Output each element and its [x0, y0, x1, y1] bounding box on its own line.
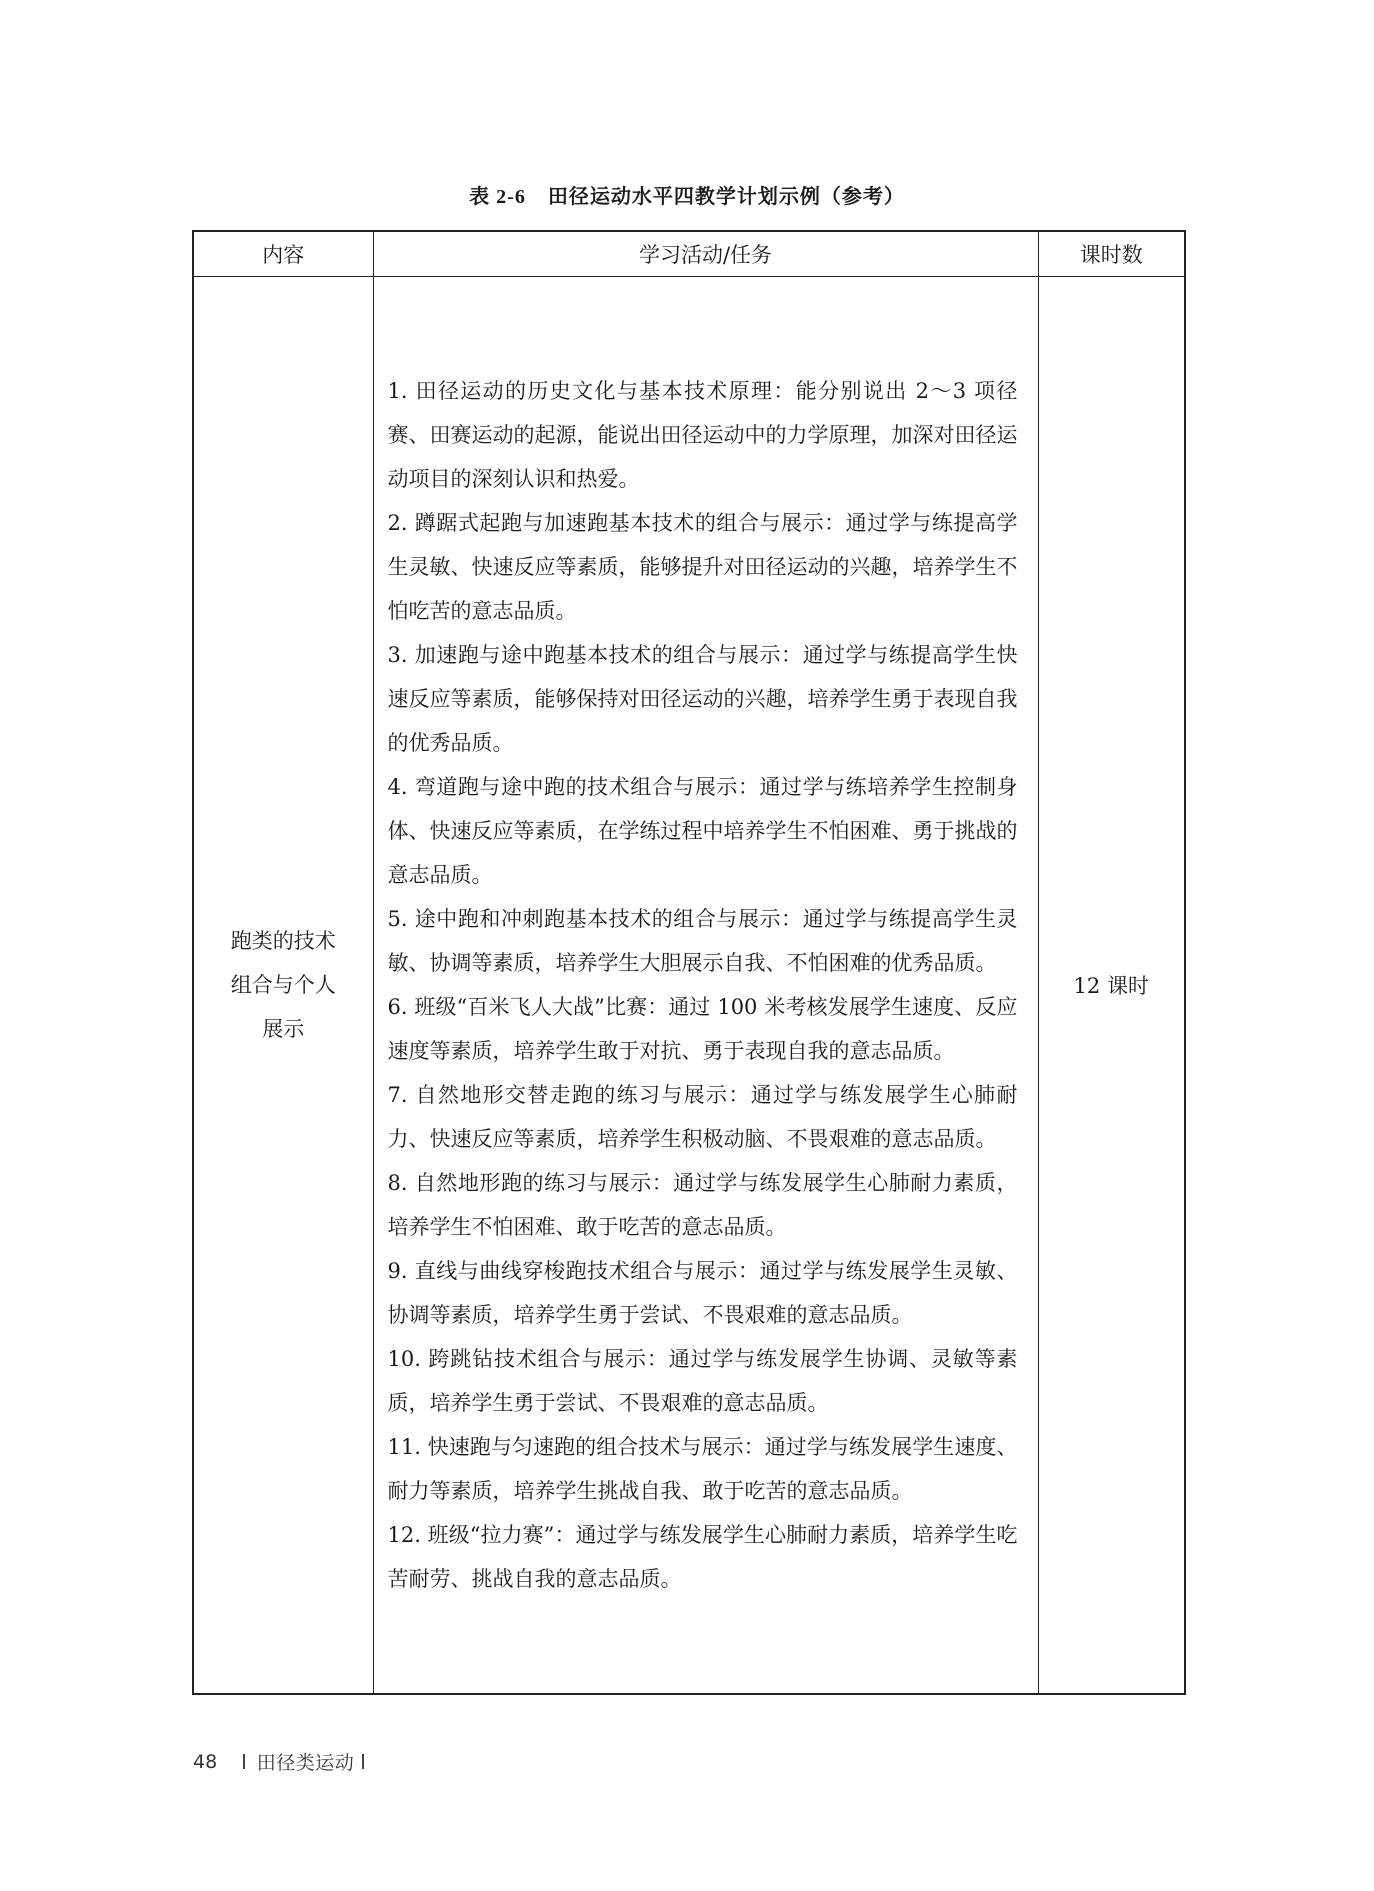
activity-item: 1. 田径运动的历史文化与基本技术原理：能分别说出 2～3 项径赛、田赛运动的起源，能说出田径运动中的力学原理，加深对田径运动项目的深刻认识和热爱。: [387, 379, 1018, 491]
chapter-title: 田径类运动: [256, 1752, 355, 1774]
header-hours: 课时数: [1038, 231, 1185, 277]
activity-item: 5. 途中跑和冲刺跑基本技术的组合与展示：通过学与练提高学生灵敏、协调等素质，培养学生大胆展示自我、不怕困难的优秀品质。: [387, 907, 1018, 975]
table-header-row: [193, 231, 1185, 277]
content-cell: [193, 277, 373, 1695]
table-number: 表 2-6: [469, 186, 526, 208]
activity-item: 4. 弯道跑与途中跑的技术组合与展示：通过学与练培养学生控制身体、快速反应等素质，在学练过程中培养学生不怕困难、勇于挑战的意志品质。: [387, 775, 1018, 887]
content-line: 展示: [262, 1017, 305, 1041]
activity-item: 9. 直线与曲线穿梭跑技术组合与展示：通过学与练发展学生灵敏、协调等素质，培养学生勇于尝试、不畏艰难的意志品质。: [387, 1259, 1018, 1327]
header-content: 内容: [193, 231, 373, 277]
activity-item: 8. 自然地形跑的练习与展示：通过学与练发展学生心肺耐力素质，培养学生不怕困难、敢于吃苦的意志品质。: [387, 1171, 1018, 1239]
table-row: [193, 277, 1185, 1695]
activity-item: 6. 班级“百米飞人大战”比赛：通过 100 米考核发展学生速度、反应速度等素质，培养学生敢于对抗、勇于表现自我的意志品质。: [387, 995, 1018, 1063]
footer-divider: [243, 1754, 245, 1769]
activity-item: 2. 蹲踞式起跑与加速跑基本技术的组合与展示：通过学与练提高学生灵敏、快速反应等素质，能够提升对田径运动的兴趣，培养学生不怕吃苦的意志品质。: [387, 511, 1018, 623]
page-footer: [193, 1748, 364, 1775]
table-caption: [0, 182, 1374, 211]
table-title: 田径运动水平四教学计划示例（参考）: [547, 184, 905, 208]
hours-cell: 12 课时: [1038, 277, 1185, 1695]
activities-cell: [373, 277, 1038, 1695]
content-line: 跑类的技术: [230, 929, 336, 953]
activity-item: 11. 快速跑与匀速跑的组合技术与展示：通过学与练发展学生速度、耐力等素质，培养学生挑战自我、敢于吃苦的意志品质。: [387, 1435, 1018, 1503]
teaching-plan-table: [192, 230, 1186, 1695]
footer-divider: [362, 1754, 364, 1769]
activity-item: 7. 自然地形交替走跑的练习与展示：通过学与练发展学生心肺耐力、快速反应等素质，培养学生积极动脑、不畏艰难的意志品质。: [387, 1083, 1018, 1151]
activity-item: 12. 班级“拉力赛”：通过学与练发展学生心肺耐力素质，培养学生吃苦耐劳、挑战自我的意志品质。: [387, 1523, 1018, 1591]
page-number: 48: [193, 1750, 218, 1773]
content-line: 组合与个人: [230, 973, 336, 997]
activity-item: 10. 跨跳钻技术组合与展示：通过学与练发展学生协调、灵敏等素质，培养学生勇于尝试、不畏艰难的意志品质。: [387, 1347, 1018, 1415]
activity-item: 3. 加速跑与途中跑基本技术的组合与展示：通过学与练提高学生快速反应等素质，能够保持对田径运动的兴趣，培养学生勇于表现自我的优秀品质。: [387, 643, 1018, 755]
header-activities: 学习活动/任务: [373, 231, 1038, 277]
